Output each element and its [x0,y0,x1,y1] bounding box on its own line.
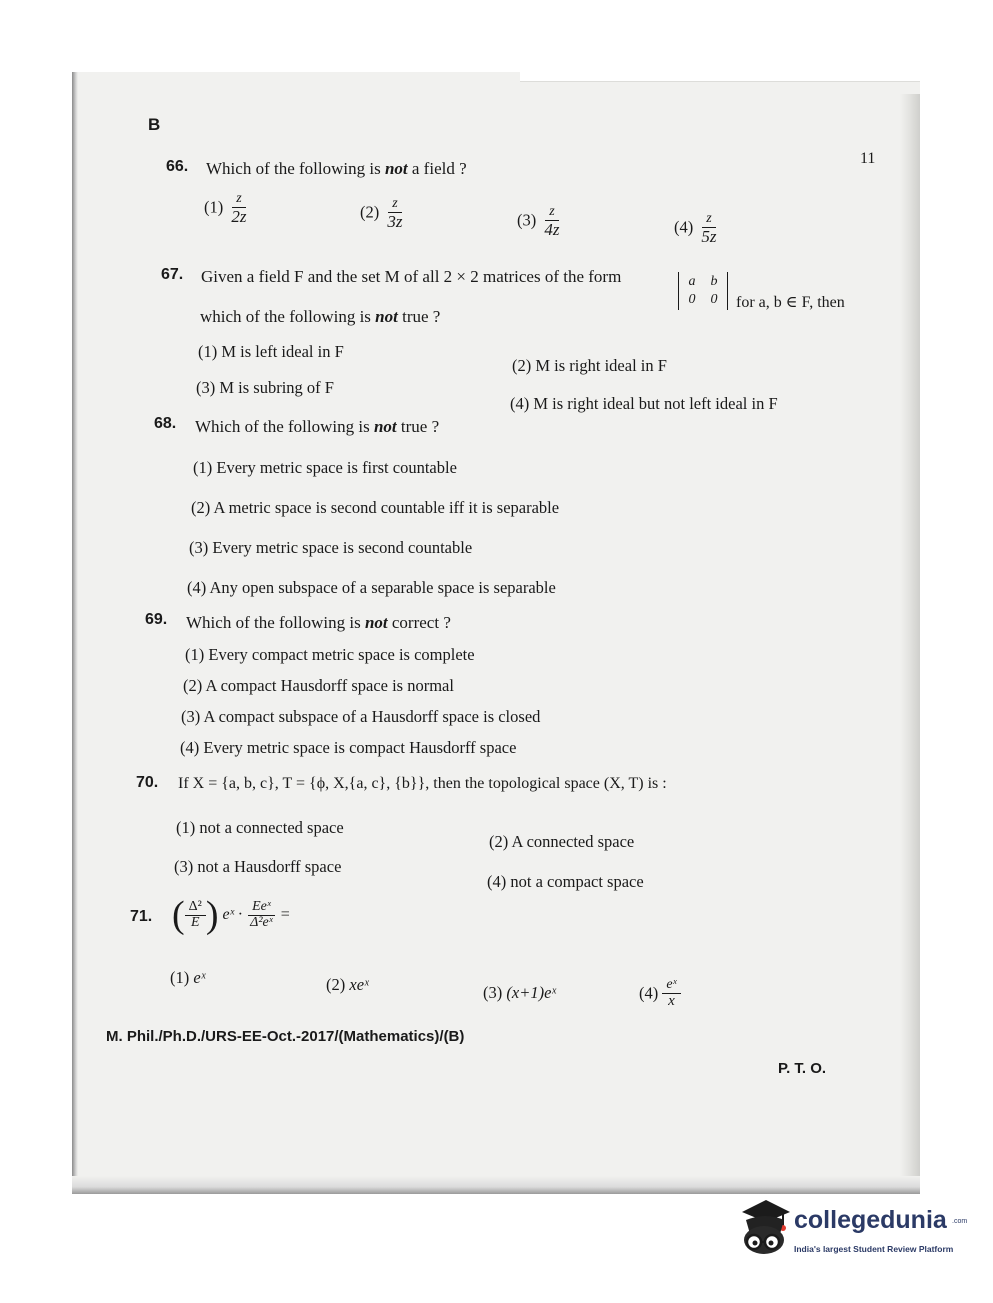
option-2: (2) A compact Hausdorff space is normal [183,676,454,695]
paper-code: M. Phil./Ph.D./URS-EE-Oct.-2017/(Mathematics)/(B) [106,1028,465,1045]
series-letter: B [148,115,161,134]
option-3: (3) M is subring of F [196,378,334,397]
question-number: 71. [130,908,153,925]
brand-name: collegedunia [794,1206,947,1234]
fraction: $\frac{\text{eˣ}}{x}$ [662,978,680,1009]
fraction: $\frac{\text{Δ²}}{E}$ [185,900,206,930]
question-number: 66. [166,158,189,175]
option-1: (1) Every metric space is first countable [193,458,457,477]
brand-tagline: India's largest Student Review Platform [794,1244,954,1254]
fraction: $\frac{\text{Eeˣ}}{\text{Δ²eˣ}}$ [246,900,277,930]
option-4: (4) $\frac{z}{5z}$ [674,212,721,246]
brand-suffix: .com [952,1218,968,1225]
option-4: (4) not a compact space [487,872,644,891]
option-4: (4) Any open subspace of a separable space is separable [187,578,556,597]
question-text: Which of the following is not correct ? [186,613,451,632]
brand-logo [736,1198,966,1268]
question-text: Given a field F and the set M of all 2 × 2 matrices of the form [201,267,622,286]
page-shadow-right [900,72,920,1194]
option-3: (3) not a Hausdorff space [174,857,342,876]
page-shadow-left [72,72,78,1194]
option-4: (4) $\frac{\text{eˣ}}{x}$ [639,978,681,1009]
fraction: $\frac{z}{2z}$ [231,191,247,226]
option-2: (2) xeˣ [326,975,369,994]
question-number: 69. [145,611,168,628]
question-number: 67. [161,266,184,283]
mascot-icon [736,1198,792,1258]
option-3: (3) Every metric space is second countable [189,538,473,557]
option-2: (2) A connected space [489,832,635,851]
question-text: If X = {a, b, c}, T = {ϕ, X,{a, c}, {b}}, then the topological space (X, T) is : [178,775,667,792]
page-fold-top [520,72,920,94]
option-2: (2) M is right ideal in F [512,356,667,375]
option-3: (3) $\frac{z}{4z}$ [517,205,564,239]
option-1: (1) not a connected space [176,818,344,837]
option-3: (3) A compact subspace of a Hausdorff space is closed [181,707,541,726]
option-1: (1) M is left ideal in F [198,342,344,361]
option-1: (1) $\frac{z}{2z}$ [204,192,251,226]
page-shadow-bottom [72,1176,920,1194]
option-1: (1) Every compact metric space is complete [185,645,475,664]
question-text: Which of the following is not a field ? [206,159,467,178]
option-4: (4) Every metric space is compact Hausdorff space [180,738,517,757]
option-2: (2) $\frac{z}{3z}$ [360,197,407,231]
fraction: $\frac{z}{4z}$ [544,204,560,239]
question-number: 68. [154,415,177,432]
question-text: Which of the following is not true ? [195,417,440,436]
matrix: a b 0 0 [678,272,728,310]
question-number: 70. [136,774,159,791]
page-number: 11 [860,150,876,167]
fraction: $\frac{z}{5z}$ [701,211,717,246]
fraction: $\frac{z}{3z}$ [387,196,403,231]
option-1: (1) eˣ [170,968,206,987]
scanned-page [72,72,920,1194]
option-4: (4) M is right ideal but not left ideal in F [510,394,778,413]
question-text-line-2: which of the following is not true ? [200,307,441,326]
option-2: (2) A metric space is second countable iff it is separable [191,498,560,517]
expression: ( $\frac{\text{Δ²}}{E}$ ) eˣ · $\frac{\text{Eeˣ}}{\text{Δ²eˣ}}$ = [172,894,290,936]
pto-label: P. T. O. [778,1060,827,1077]
option-3: (3) (x+1)eˣ [483,983,557,1002]
question-text-continued: for a, b ∈ F, then [736,294,845,311]
